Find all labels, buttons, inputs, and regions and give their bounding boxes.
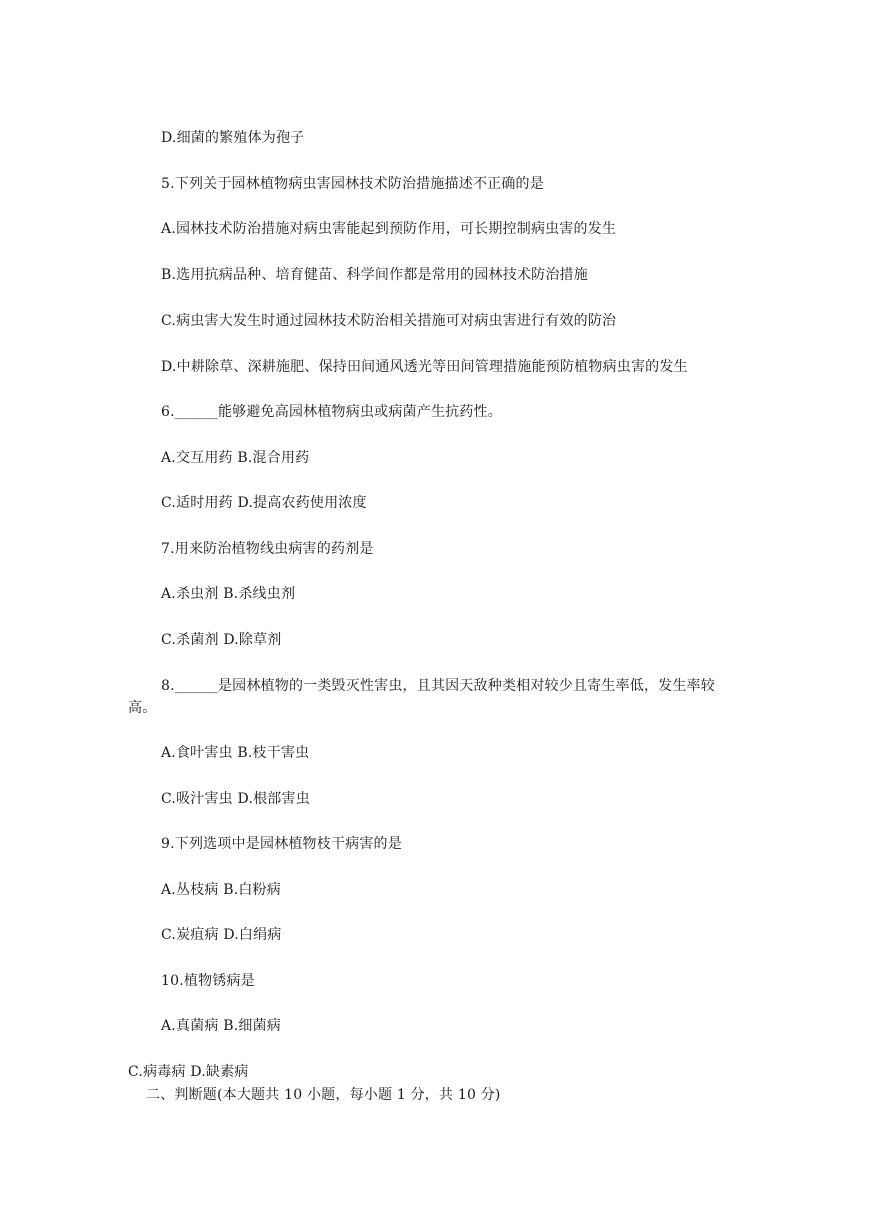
question-10: 10.植物锈病是	[161, 973, 255, 989]
question-7: 7.用来防治植物线虫病害的药剂是	[161, 541, 374, 557]
option-line: B.选用抗病品种、培育健苗、科学间作都是常用的园林技术防治措施	[161, 267, 588, 283]
option-line: A.真菌病 B.细菌病	[161, 1018, 281, 1034]
option-line: C.杀菌剂 D.除草剂	[161, 632, 282, 648]
option-line: A.园林技术防治措施对病虫害能起到预防作用，可长期控制病虫害的发生	[161, 221, 617, 237]
question-9: 9.下列选项中是园林植物枝干病害的是	[161, 836, 402, 852]
option-line: D.中耕除草、深耕施肥、保持田间通风透光等田间管理措施能预防植物病虫害的发生	[161, 359, 688, 375]
question-5: 5.下列关于园林植物病虫害园林技术防治措施描述不正确的是	[161, 176, 544, 192]
option-line: C.适时用药 D.提高农药使用浓度	[161, 495, 367, 511]
option-line: A.交互用药 B.混合用药	[161, 450, 310, 466]
option-line: C.病虫害大发生时通过园林技术防治相关措施可对病虫害进行有效的防治	[161, 313, 617, 329]
option-line: C.病毒病 D.缺素病	[128, 1064, 249, 1080]
option-line: C.吸汁害虫 D.根部害虫	[161, 791, 310, 807]
question-8: 8.______是园林植物的一类毁灭性害虫，且其因天敌种类相对较少且寄生率低，发生率较高。	[128, 678, 715, 716]
option-line: A.丛枝病 B.白粉病	[161, 882, 281, 898]
option-line: A.食叶害虫 B.枝干害虫	[161, 745, 310, 761]
question-6: 6.______能够避免高园林植物病虫或病菌产生抗药性。	[161, 404, 502, 420]
option-line: C.炭疽病 D.白绢病	[161, 927, 282, 943]
option-line: A.杀虫剂 B.杀线虫剂	[161, 586, 296, 602]
section-heading: 二、判断题(本大题共 10 小题，每小题 1 分，共 10 分)	[146, 1087, 501, 1103]
text-line: D.细菌的繁殖体为孢子	[161, 130, 305, 146]
